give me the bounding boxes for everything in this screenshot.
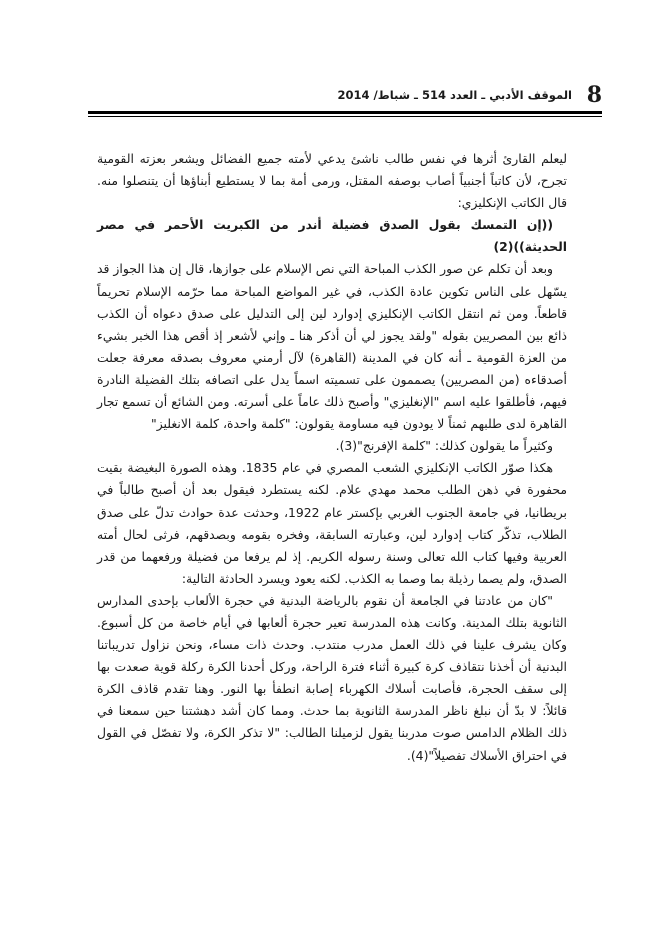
paragraph-intro: ليعلم القارئ أثرها في نفس طالب ناشئ يدعي لأمته جميع الفضائل ويشعر بعزته القومية تجرح، لأن كاتباً أجنبياً أصاب بوصفه المقتل، ورمى أمة بما لا يستطيع أبناؤها أن يتنصلوا منه. قال الكاتب الإنكليزي: <box>97 151 567 211</box>
article-body <box>97 148 567 767</box>
running-header <box>88 82 602 108</box>
running-head-title: الموقف الأدبي ـ العدد 514 ـ شباط/ 2014 <box>337 88 572 102</box>
paragraph-gym-story: "كان من عادتنا في الجامعة أن نقوم بالرياضة البدنية في حجرة الألعاب بإحدى المدارس الثانوية بتلك المدينة. وكانت هذه المدرسة تعير حجرة ألعابها في أيام خاصة من كل أسبوع. وكان يشرف علينا في ذلك العمل مدرب منتدب. وحدث ذات مساء، ونحن نزاول تدريباتنا البدنية أن أخذنا نتقاذف كرة كبيرة أثناء فترة الراحة، وركل أحدنا الكرة ركلة قوية صعدت بها إلى سقف الحجرة، فأصابت أسلاك الكهرباء إصابة انطفأ بها النور. وهنا تقدم قاذف الكرة قائلاً: لا بدّ أن نبلغ ناظر المدرسة الثانوية بما حدث. ومما كان أشد دهشتنا حين سمعنا في ذلك الظلام الدامس صوت مدربنا يقول لزميلنا الطالب: "لا تذكر الكرة، ولا تفصّل في القول في احتراق الأسلاك تفصيلاً"(4). <box>97 592 567 763</box>
paragraph-lying-discussion: وبعد أن تكلم عن صور الكذب المباحة التي نص الإسلام على جوازها، قال إن هذا الجواز قد يسّهل على الناس تكوين عادة الكذب، في غير المواضع المباحة مما حرّمه الإسلام تحريماً قاطعاً. ومن ثم انتقل الكاتب الإنكليزي إدوارد لين إلى التدليل على صدق دعواه أن الكذب ذائع بين المصريين بقوله "ولقد يجوز لي أن أذكر هنا ـ وإني لأشعر إذ أقص هذا الخبر بشيء من العزة القومية ـ أنه كان في المدينة (القاهرة) لآل أرمني معروف بصدقه معرفة جعلت أصدقاءه (من المصريين) يصممون على تسميته اسماً يدل على اتصافه بتلك الفضيلة النادرة فيهم، فأطلقوا عليه اسم "الإنغليزي" وأصبح ذلك عاماً على أسرته. ومن الشائع أن تسمع تجار القاهرة لدى طلبهم ثمناً لا يودون فيه مساومة يقولون: "كلمة واحدة، كلمة الانغليز" <box>97 261 567 432</box>
paragraph-quote-lane: ((إن التمسك بقول الصدق فضيلة أندر من الكبريت الأحمر في مصر الحديثة))(2) <box>97 217 567 255</box>
paragraph-franks-word: وكثيراً ما يقولون كذلك: "كلمة الإفرنج"(3). <box>335 438 553 454</box>
paragraph-britain-memory: هكذا صوّر الكاتب الإنكليزي الشعب المصري في عام 1835. وهذه الصورة البغيضة بقيت محفورة في ذهن الطلب محمد مهدي علام. لكنه يستطرد فيقول بعد أن أصبح طالباً في بريطانيا، في جامعة الجنوب الغربي بإكستر عام 1922، وحدثت عدة حوادث تدلّ على صدق الطلاب، تذكّر كتاب إدوارد لين، وعبارته السابقة، وفخره بقومه وبصدقهم، فرثى لحال أمته العربية وفيها كتاب الله تعالى وسنة رسوله الكريم. إذ لم يرفعا من فضيلة ورفعهما من قدر الصدق، ولم يصما رذيلة بما وصما به الكذب. لكنه يعود ويسرد الحادثة التالية: <box>97 460 567 586</box>
header-rule <box>88 111 602 117</box>
page-number: 8 <box>586 82 602 108</box>
